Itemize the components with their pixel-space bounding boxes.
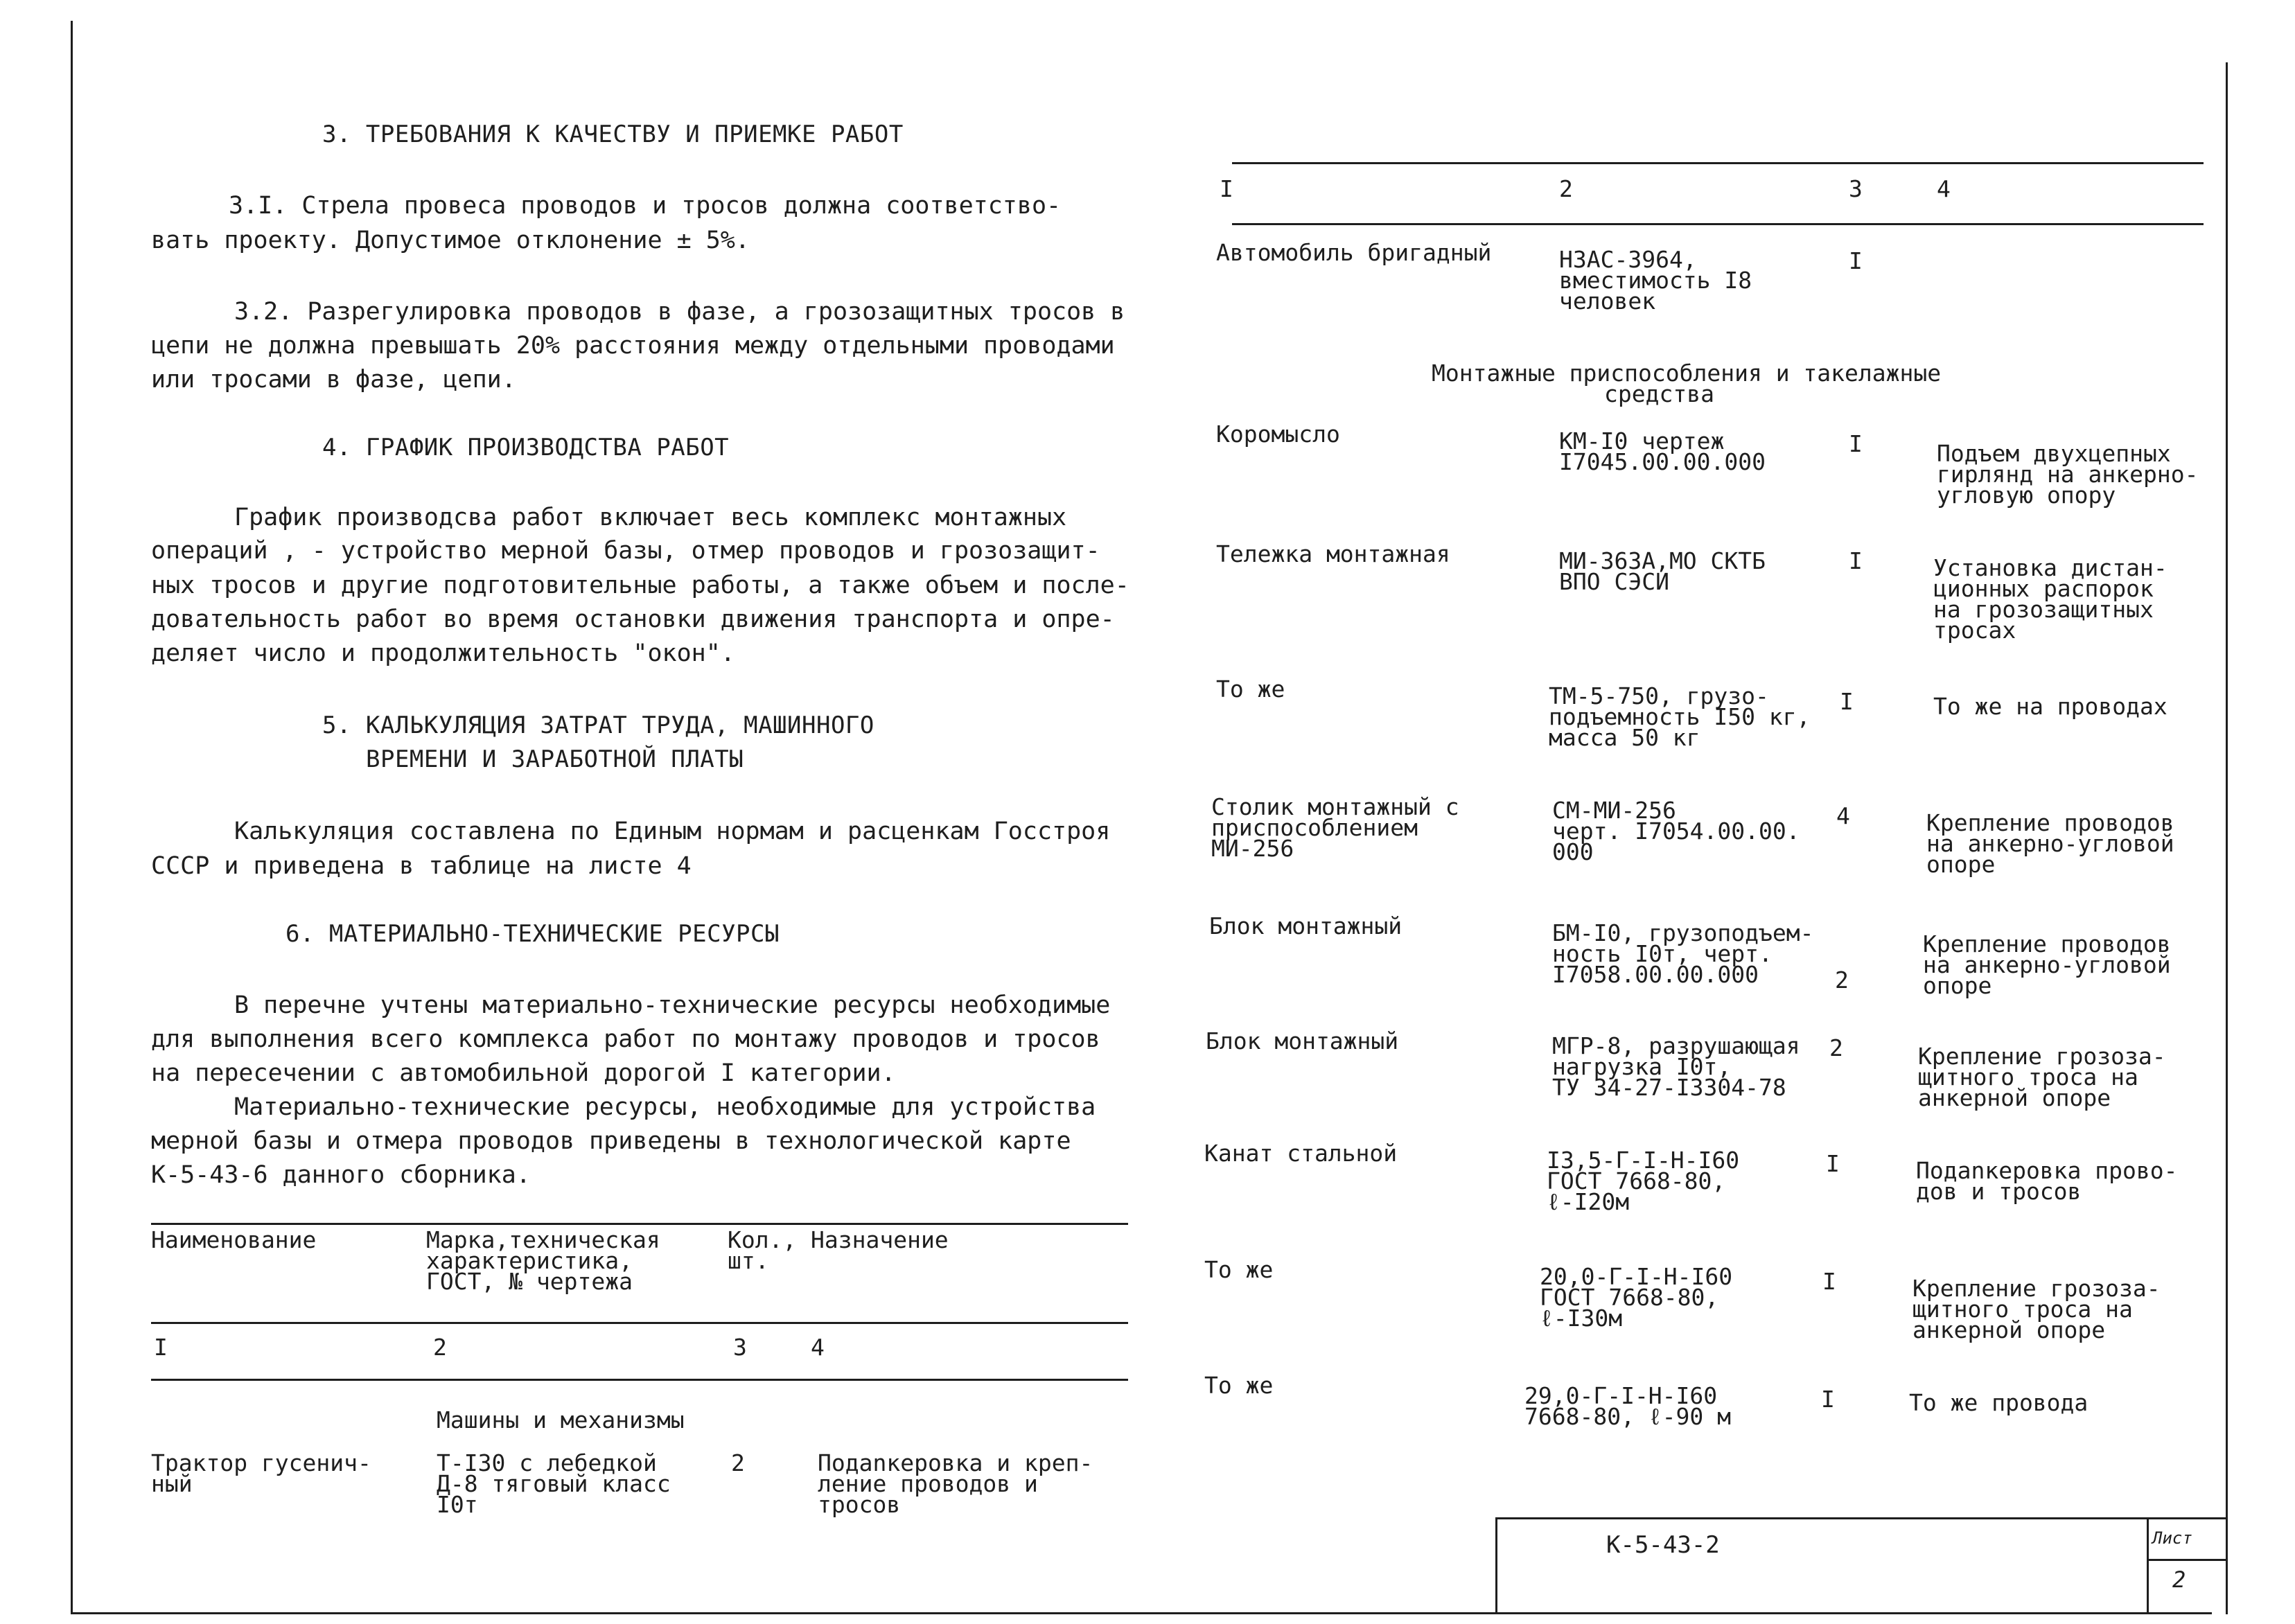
cell-line: То же <box>1204 1256 1274 1283</box>
cell-line: Трактор гусенич- <box>151 1449 371 1476</box>
section-6-p1-line-1: В перечне учтены материально-технические ресурсы необходимые <box>234 991 1111 1019</box>
section-6-p1-line-3: на пересечении с автомобильной дорогой I категории. <box>151 1059 896 1087</box>
cell-line: Д-8 тяговый класс <box>437 1470 671 1497</box>
cell-line: То же провода <box>1909 1389 2089 1416</box>
section-3-2-line-1: 3.2. Разрегулировка проводов в фазе, а грозозащитных тросов в <box>234 298 1125 326</box>
right-table-top-rule <box>1232 162 2204 164</box>
cell-line: на грозозащитных <box>1933 596 2154 623</box>
cell-line: ный <box>151 1470 193 1497</box>
cell-line: ГОСТ 7668-80, <box>1540 1284 1719 1311</box>
r4-mark <box>1552 797 1800 865</box>
cell-line: Т-I30 с лебедкой <box>437 1449 657 1476</box>
r0-name <box>1216 239 1492 266</box>
cell-line: Подъем двухцепных <box>1937 440 2171 467</box>
cell-line: ВПО СЭСИ <box>1559 568 1669 595</box>
cell-line: опоре <box>1923 972 1992 999</box>
header-qty-line: шт. <box>728 1247 769 1274</box>
section-3-2-line-2: цепи не должна превышать 20% расстояния между отдельными проводами <box>151 332 1115 360</box>
cell-line: 29,0-Г-I-Н-I60 <box>1524 1382 1718 1409</box>
cell-line: Подanкеровка и креп- <box>818 1449 1093 1476</box>
section-4-line-4: довательность работ во время остановки движения транспорта и опре- <box>151 606 1115 633</box>
cell-line: ТМ-5-750, грузо- <box>1549 682 1769 709</box>
cell-line: Блок монтажный <box>1209 912 1402 939</box>
cell-line: 7668-80, ℓ-90 м <box>1524 1403 1731 1430</box>
cell-line: угловую опору <box>1937 482 2116 509</box>
section-5-heading-line-2: ВРЕМЕНИ И ЗАРАБОТНОЙ ПЛАТЫ <box>366 745 744 773</box>
r3-qty: I <box>1840 688 1854 715</box>
right-col-number-2: 2 <box>1559 175 1573 202</box>
section-6-p2-line-3: К-5-43-6 данного сборника. <box>151 1161 531 1189</box>
group-machines: Машины и механизмы <box>437 1406 685 1433</box>
right-col-number-4: 4 <box>1937 175 1951 202</box>
right-col-number-3: 3 <box>1849 175 1863 202</box>
header-name-text: Наименование <box>151 1226 317 1253</box>
r1-purpose <box>1937 440 2199 509</box>
cell-line: МИ-256 <box>1211 835 1294 862</box>
group-rigging-line-1: Монтажные приспособления и такелажные <box>1432 360 1942 387</box>
r8-qty: I <box>1822 1268 1836 1295</box>
cell-line: I0т <box>437 1491 478 1518</box>
sheet-label: Лист <box>2152 1528 2192 1548</box>
cell-line: То же на проводах <box>1933 693 2168 720</box>
cell-line: тросах <box>1933 617 2016 644</box>
r4-qty: 4 <box>1836 802 1850 829</box>
cell-line: приспособлением <box>1211 814 1418 841</box>
col-number-3: 3 <box>733 1334 747 1361</box>
stamp-divider-rule <box>2147 1517 2149 1614</box>
r7-qty: I <box>1826 1150 1840 1177</box>
r5-mark <box>1552 919 1814 988</box>
section-6-p2-line-2: мерной базы и отмера проводов приведены в технологической карте <box>151 1127 1071 1155</box>
left-margin-line <box>71 21 73 1614</box>
document-code: К-5-43-2 <box>1606 1531 1720 1559</box>
cell-line: НЗАС-3964, <box>1559 246 1697 273</box>
group-rigging-line-2: средства <box>1604 380 1714 407</box>
r2-name <box>1216 540 1450 567</box>
table-top-rule <box>151 1223 1128 1225</box>
header-mark-line: ГОСТ, № чертежа <box>426 1268 633 1295</box>
cell-line: Тележка монтажная <box>1216 540 1450 567</box>
bottom-border-line <box>71 1612 2212 1614</box>
cell-line: То же <box>1216 676 1285 703</box>
cell-line: ность I0т, черт. <box>1552 940 1773 967</box>
r9-qty: I <box>1821 1386 1835 1413</box>
cell-line: 000 <box>1552 838 1594 865</box>
r6-mark <box>1552 1032 1800 1101</box>
r9-mark <box>1524 1382 1731 1430</box>
cell-line: ление проводов и <box>818 1470 1038 1497</box>
right-col-number-1: I <box>1220 175 1233 202</box>
cell-line: I7045.00.00.000 <box>1559 448 1766 475</box>
r6-name <box>1206 1027 1399 1054</box>
cell-line: нагрузка I0т, <box>1552 1053 1732 1080</box>
r7-mark <box>1547 1147 1740 1215</box>
cell-line: 20,0-Г-I-Н-I60 <box>1540 1263 1733 1290</box>
cell-line: опоре <box>1926 851 1996 878</box>
section-3-heading: 3. ТРЕБОВАНИЯ К КАЧЕСТВУ И ПРИЕМКЕ РАБОТ <box>322 121 904 148</box>
section-3-2-line-3: или тросами в фазе, цепи. <box>151 366 516 394</box>
r8-name <box>1204 1256 1274 1283</box>
r9-name <box>1204 1372 1274 1399</box>
section-6-heading: 6. МАТЕРИАЛЬНО-ТЕХНИЧЕСКИЕ РЕСУРСЫ <box>285 920 780 948</box>
cell-line: на анкерно-угловой <box>1926 830 2174 857</box>
r1-qty: I <box>1849 430 1863 457</box>
cell-line: МГР-8, разрушающая <box>1552 1032 1800 1059</box>
cell-line: дов и тросов <box>1916 1178 2082 1205</box>
r8-purpose <box>1912 1275 2161 1343</box>
cell-line: ТУ 34-27-I3304-78 <box>1552 1074 1786 1101</box>
cell-line: тросов <box>818 1491 901 1518</box>
cell-line: Столик монтажный с <box>1211 793 1459 820</box>
r1-mark <box>1559 427 1766 475</box>
cell-line: Установка дистан- <box>1933 554 2168 581</box>
cell-line: анкерной опоре <box>1918 1084 2111 1111</box>
r0-mark <box>1559 246 1752 315</box>
cell-line: ционных распорок <box>1933 575 2154 602</box>
tractor-qty: 2 <box>731 1449 745 1476</box>
section-4-heading: 4. ГРАФИК ПРОИЗВОДСТВА РАБОТ <box>322 434 730 461</box>
cell-line: ГОСТ 7668-80, <box>1547 1167 1726 1194</box>
r3-mark <box>1549 682 1811 751</box>
col-number-2: 2 <box>433 1334 447 1361</box>
right-numbers-bottom-rule <box>1232 223 2204 225</box>
r5-qty: 2 <box>1835 967 1849 994</box>
r7-name <box>1204 1140 1398 1167</box>
col-number-1: I <box>154 1334 168 1361</box>
section-4-line-5: деляет число и продолжительность "окон". <box>151 639 735 667</box>
cell-line: черт. I7054.00.00. <box>1552 818 1800 845</box>
header-purpose <box>811 1226 949 1253</box>
cell-line: Автомобиль бригадный <box>1216 239 1492 266</box>
cell-line: щитного троса на <box>1918 1063 2138 1091</box>
cell-line: МИ-363А,МО СКТБ <box>1559 547 1766 574</box>
r2-qty: I <box>1849 547 1863 574</box>
cell-line: I3,5-Г-I-Н-I60 <box>1547 1147 1740 1174</box>
numbers-bottom-rule <box>151 1379 1128 1381</box>
r2-mark <box>1559 547 1766 595</box>
cell-line: Крепление проводов <box>1923 930 2171 957</box>
cell-line: I7058.00.00.000 <box>1552 961 1759 988</box>
cell-line: гирлянд на анкерно- <box>1937 461 2199 488</box>
r5-name <box>1209 912 1402 939</box>
r6-qty: 2 <box>1829 1034 1843 1061</box>
stamp-sheet-rule <box>2147 1559 2226 1561</box>
cell-line: БМ-I0, грузоподъем- <box>1552 919 1814 946</box>
cell-line: Коромысло <box>1216 421 1340 448</box>
cell-line: на анкерно-угловой <box>1923 951 2171 978</box>
cell-line: Крепление грозоза- <box>1912 1275 2161 1302</box>
cell-line: человек <box>1559 288 1656 315</box>
r6-purpose <box>1918 1043 2166 1111</box>
r5-purpose <box>1923 930 2171 999</box>
section-4-line-1: График производсва работ включает весь комплекс монтажных <box>234 504 1067 531</box>
cell-line: КМ-I0 чертеж <box>1559 427 1725 454</box>
cell-line: подъемность I50 кг, <box>1549 703 1811 730</box>
section-6-p2-line-1: Материально-технические ресурсы, необходимые для устройства <box>234 1093 1096 1121</box>
cell-line: Подanкеровка прово- <box>1916 1157 2178 1184</box>
r4-purpose <box>1926 809 2174 878</box>
section-4-line-3: ных тросов и другие подготовительные работы, а также объем и после- <box>151 572 1129 599</box>
r4-name <box>1211 793 1459 862</box>
r3-purpose <box>1933 693 2168 720</box>
section-5-line-2: СССР и приведена в таблице на листе 4 <box>151 852 692 880</box>
tractor-purpose <box>818 1449 1093 1518</box>
cell-line: щитного троса на <box>1912 1296 2133 1323</box>
cell-line: анкерной опоре <box>1912 1316 2106 1343</box>
header-mark-line: Марка,техническая <box>426 1226 660 1253</box>
section-4-line-2: операций , - устройство мерной базы, отмер проводов и грозозащит- <box>151 537 1100 565</box>
r3-name <box>1216 676 1285 703</box>
section-5-line-1: Калькуляция составлена по Единым нормам и расценкам Госстроя <box>234 818 1111 845</box>
stamp-top-rule <box>1495 1517 2226 1519</box>
cell-line: СМ-МИ-256 <box>1552 797 1676 824</box>
section-3-1-line-2: вать проекту. Допустимое отклонение ± 5%. <box>151 227 750 254</box>
r2-purpose <box>1933 554 2168 644</box>
header-name <box>151 1226 317 1253</box>
r7-purpose <box>1916 1157 2178 1205</box>
header-bottom-rule <box>151 1322 1128 1324</box>
section-5-heading-line-1: 5. КАЛЬКУЛЯЦИЯ ЗАТРАТ ТРУДА, МАШИННОГО <box>322 712 874 739</box>
cell-line: ℓ-I30м <box>1540 1305 1623 1332</box>
header-mark <box>426 1226 660 1295</box>
r1-name <box>1216 421 1340 448</box>
section-3-1-line-1: 3.I. Стрела провеса проводов и тросов должна соответство- <box>229 192 1062 220</box>
header-qty-line: Кол., <box>728 1226 797 1253</box>
cell-line: масса 50 кг <box>1549 724 1700 751</box>
r0-qty: I <box>1849 247 1863 274</box>
header-purpose-text: Назначение <box>811 1226 949 1253</box>
col-number-4: 4 <box>811 1334 825 1361</box>
tractor-mark <box>437 1449 671 1518</box>
sheet-number: 2 <box>2172 1566 2186 1593</box>
tractor-name <box>151 1449 371 1497</box>
r9-purpose <box>1909 1389 2089 1416</box>
section-6-p1-line-2: для выполнения всего комплекса работ по монтажу проводов и тросов <box>151 1025 1100 1053</box>
cell-line: Блок монтажный <box>1206 1027 1399 1054</box>
right-border-line <box>2226 62 2228 1614</box>
stamp-left-rule <box>1495 1517 1497 1614</box>
cell-line: Крепление проводов <box>1926 809 2174 836</box>
r8-mark <box>1540 1263 1733 1332</box>
cell-line: ℓ-I20м <box>1547 1188 1630 1215</box>
cell-line: То же <box>1204 1372 1274 1399</box>
header-mark-line: характеристика, <box>426 1247 633 1274</box>
header-qty <box>728 1226 797 1274</box>
cell-line: Крепление грозоза- <box>1918 1043 2166 1070</box>
cell-line: Канат стальной <box>1204 1140 1398 1167</box>
cell-line: вместимость I8 <box>1559 267 1752 294</box>
